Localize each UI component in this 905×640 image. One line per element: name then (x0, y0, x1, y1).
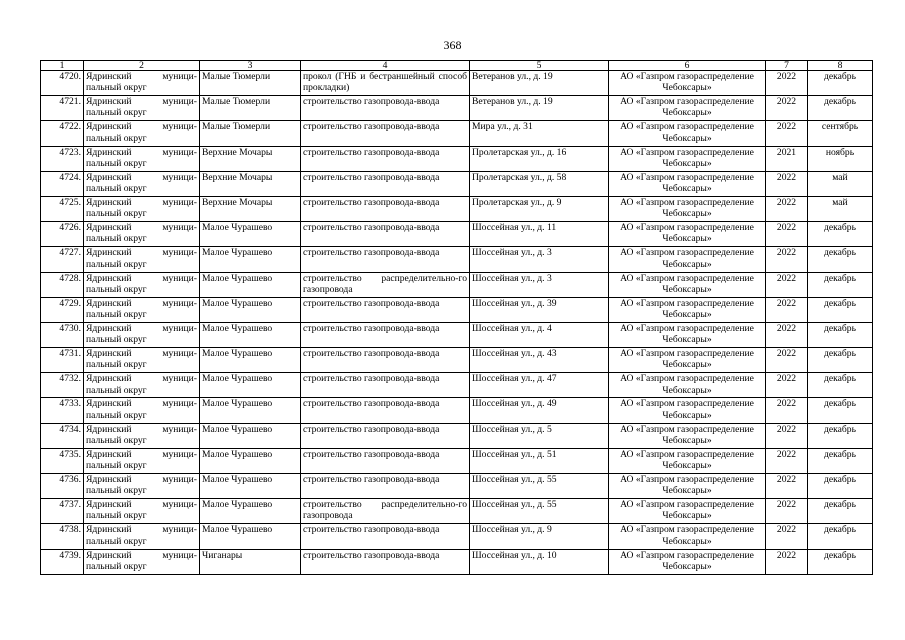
year-cell: 2022 (766, 121, 808, 146)
district-type-part: муници- (162, 96, 197, 108)
settlement-cell: Малое Чурашево (200, 247, 301, 272)
table-row (41, 272, 873, 297)
district-type-rest: пальный округ (86, 510, 147, 522)
year-cell: 2022 (766, 423, 808, 448)
district-type-part: муници- (162, 348, 197, 360)
organization-cell: АО «Газпром газораспределение Чебоксары» (609, 146, 766, 171)
district-cell (84, 348, 200, 373)
district-type-rest: пальный округ (86, 460, 147, 472)
settlement-cell: Малое Чурашево (200, 297, 301, 322)
row-number: 4739. (41, 549, 84, 574)
year-cell: 2022 (766, 524, 808, 549)
page-number: 368 (443, 38, 462, 52)
row-number: 4734. (41, 423, 84, 448)
district-cell (84, 524, 200, 549)
month-cell: декабрь (808, 423, 873, 448)
row-number: 4735. (41, 448, 84, 473)
district-type-rest: пальный округ (86, 233, 147, 245)
work-type-cell: строительство газопровода-ввода (301, 423, 470, 448)
district-type-part: муници- (162, 448, 197, 460)
district-name: Ядринский (86, 448, 132, 460)
district-cell (84, 398, 200, 423)
district-type-part: муници- (162, 297, 197, 309)
district-type-rest: пальный округ (86, 334, 147, 346)
district-name: Ядринский (86, 297, 132, 309)
work-type-cell: прокол (ГНБ и бестраншейный способ прокладки) (301, 71, 470, 96)
row-number: 4729. (41, 297, 84, 322)
year-cell: 2021 (766, 146, 808, 171)
column-header: 4 (301, 61, 470, 71)
district-cell (84, 96, 200, 121)
month-cell: декабрь (808, 549, 873, 574)
district-name: Ядринский (86, 71, 132, 82)
organization-cell: АО «Газпром газораспределение Чебоксары» (609, 549, 766, 574)
address-cell: Шоссейная ул., д. 47 (470, 373, 609, 398)
district-type-rest: пальный округ (86, 157, 147, 169)
address-cell: Шоссейная ул., д. 11 (470, 222, 609, 247)
row-number: 4727. (41, 247, 84, 272)
year-cell: 2022 (766, 448, 808, 473)
district-type-part: муници- (162, 423, 197, 435)
district-cell (84, 171, 200, 196)
row-number: 4725. (41, 196, 84, 221)
district-type-rest: пальный округ (86, 535, 147, 547)
year-cell: 2022 (766, 549, 808, 574)
month-cell: декабрь (808, 297, 873, 322)
district-type-rest: пальный округ (86, 359, 147, 371)
year-cell: 2022 (766, 196, 808, 221)
organization-cell: АО «Газпром газораспределение Чебоксары» (609, 96, 766, 121)
table-row (41, 423, 873, 448)
month-cell: декабрь (808, 448, 873, 473)
address-cell: Шоссейная ул., д. 5 (470, 423, 609, 448)
work-type-cell: строительство газопровода-ввода (301, 196, 470, 221)
settlement-cell: Малое Чурашево (200, 524, 301, 549)
row-number: 4724. (41, 171, 84, 196)
organization-cell: АО «Газпром газораспределение Чебоксары» (609, 448, 766, 473)
work-type-cell: строительство газопровода-ввода (301, 398, 470, 423)
district-name: Ядринский (86, 247, 132, 259)
column-number-row (41, 61, 873, 71)
district-type-rest: пальный округ (86, 82, 147, 94)
district-name: Ядринский (86, 398, 132, 410)
address-cell: Пролетарская ул., д. 58 (470, 171, 609, 196)
district-name: Ядринский (86, 549, 132, 561)
address-cell: Пролетарская ул., д. 16 (470, 146, 609, 171)
organization-cell: АО «Газпром газораспределение Чебоксары» (609, 474, 766, 499)
district-name: Ядринский (86, 196, 132, 208)
address-cell: Шоссейная ул., д. 49 (470, 398, 609, 423)
row-number: 4737. (41, 499, 84, 524)
district-name: Ядринский (86, 322, 132, 334)
district-cell (84, 247, 200, 272)
month-cell: май (808, 171, 873, 196)
district-name: Ядринский (86, 96, 132, 108)
address-cell: Ветеранов ул., д. 19 (470, 96, 609, 121)
address-cell: Шоссейная ул., д. 43 (470, 348, 609, 373)
column-header: 5 (470, 61, 609, 71)
district-type-rest: пальный округ (86, 434, 147, 446)
table-row (41, 297, 873, 322)
district-type-part: муници- (162, 247, 197, 259)
organization-cell: АО «Газпром газораспределение Чебоксары» (609, 398, 766, 423)
district-type-part: муници- (162, 373, 197, 385)
column-header: 7 (766, 61, 808, 71)
district-type-part: муници- (162, 524, 197, 536)
work-type-cell: строительство распределительно-го газопровода (301, 272, 470, 297)
month-cell: май (808, 196, 873, 221)
month-cell: декабрь (808, 272, 873, 297)
organization-cell: АО «Газпром газораспределение Чебоксары» (609, 247, 766, 272)
table-row (41, 96, 873, 121)
month-cell: декабрь (808, 499, 873, 524)
address-cell: Шоссейная ул., д. 10 (470, 549, 609, 574)
month-cell: декабрь (808, 348, 873, 373)
settlement-cell: Малое Чурашево (200, 348, 301, 373)
table-row (41, 398, 873, 423)
table-row (41, 549, 873, 574)
settlement-cell: Малое Чурашево (200, 322, 301, 347)
table-row (41, 222, 873, 247)
district-name: Ядринский (86, 373, 132, 385)
organization-cell: АО «Газпром газораспределение Чебоксары» (609, 297, 766, 322)
month-cell: декабрь (808, 474, 873, 499)
year-cell: 2022 (766, 373, 808, 398)
organization-cell: АО «Газпром газораспределение Чебоксары» (609, 222, 766, 247)
district-type-rest: пальный округ (86, 107, 147, 119)
row-number: 4733. (41, 398, 84, 423)
work-type-cell: строительство газопровода-ввода (301, 524, 470, 549)
district-type-rest: пальный округ (86, 308, 147, 320)
month-cell: декабрь (808, 71, 873, 96)
table-row (41, 524, 873, 549)
district-type-part: муници- (162, 71, 197, 82)
settlement-cell: Верхние Мочары (200, 196, 301, 221)
district-cell (84, 222, 200, 247)
month-cell: декабрь (808, 247, 873, 272)
district-type-rest: пальный округ (86, 132, 147, 144)
row-number: 4721. (41, 96, 84, 121)
address-cell: Мира ул., д. 31 (470, 121, 609, 146)
district-type-part: муници- (162, 272, 197, 284)
district-type-part: муници- (162, 222, 197, 234)
district-type-part: муници- (162, 171, 197, 183)
work-type-cell: строительство газопровода-ввода (301, 247, 470, 272)
table-row (41, 247, 873, 272)
table-row (41, 196, 873, 221)
organization-cell: АО «Газпром газораспределение Чебоксары» (609, 524, 766, 549)
column-header: 1 (41, 61, 84, 71)
work-type-cell: строительство газопровода-ввода (301, 96, 470, 121)
month-cell: декабрь (808, 322, 873, 347)
district-type-part: муници- (162, 121, 197, 133)
organization-cell: АО «Газпром газораспределение Чебоксары» (609, 121, 766, 146)
address-cell: Шоссейная ул., д. 51 (470, 448, 609, 473)
month-cell: декабрь (808, 96, 873, 121)
month-cell: декабрь (808, 524, 873, 549)
address-cell: Шоссейная ул., д. 3 (470, 247, 609, 272)
district-type-part: муници- (162, 474, 197, 485)
district-type-rest: пальный округ (86, 384, 147, 396)
work-type-cell: строительство газопровода-ввода (301, 348, 470, 373)
row-number: 4728. (41, 272, 84, 297)
district-cell (84, 196, 200, 221)
organization-cell: АО «Газпром газораспределение Чебоксары» (609, 423, 766, 448)
organization-cell: АО «Газпром газораспределение Чебоксары» (609, 272, 766, 297)
settlement-cell: Малое Чурашево (200, 423, 301, 448)
settlement-cell: Верхние Мочары (200, 171, 301, 196)
year-cell: 2022 (766, 247, 808, 272)
district-type-rest: пальный округ (86, 485, 147, 497)
district-cell (84, 549, 200, 574)
work-type-cell: строительство газопровода-ввода (301, 171, 470, 196)
year-cell: 2022 (766, 171, 808, 196)
year-cell: 2022 (766, 322, 808, 347)
work-type-cell: строительство газопровода-ввода (301, 373, 470, 398)
row-number: 4730. (41, 322, 84, 347)
district-cell (84, 474, 200, 499)
address-cell: Шоссейная ул., д. 55 (470, 474, 609, 499)
district-name: Ядринский (86, 348, 132, 360)
table-row (41, 121, 873, 146)
year-cell: 2022 (766, 96, 808, 121)
district-name: Ядринский (86, 499, 132, 511)
district-cell (84, 499, 200, 524)
district-type-part: муници- (162, 196, 197, 208)
district-type-rest: пальный округ (86, 409, 147, 421)
month-cell: декабрь (808, 398, 873, 423)
table-row (41, 373, 873, 398)
district-type-part: муници- (162, 146, 197, 158)
column-header: 2 (84, 61, 200, 71)
year-cell: 2022 (766, 474, 808, 499)
district-cell (84, 322, 200, 347)
district-name: Ядринский (86, 524, 132, 536)
settlement-cell: Малые Тюмерли (200, 121, 301, 146)
year-cell: 2022 (766, 348, 808, 373)
month-cell: ноябрь (808, 146, 873, 171)
address-cell: Шоссейная ул., д. 55 (470, 499, 609, 524)
table-row (41, 71, 873, 96)
district-type-rest: пальный округ (86, 283, 147, 295)
month-cell: декабрь (808, 373, 873, 398)
district-cell (84, 297, 200, 322)
table-row (41, 171, 873, 196)
district-name: Ядринский (86, 423, 132, 435)
organization-cell: АО «Газпром газораспределение Чебоксары» (609, 373, 766, 398)
column-header: 3 (200, 61, 301, 71)
settlement-cell: Малое Чурашево (200, 272, 301, 297)
settlement-cell: Малое Чурашево (200, 474, 301, 499)
district-type-rest: пальный округ (86, 560, 147, 572)
address-cell: Шоссейная ул., д. 4 (470, 322, 609, 347)
table-row (41, 499, 873, 524)
district-type-part: муници- (162, 322, 197, 334)
column-header: 6 (609, 61, 766, 71)
district-name: Ядринский (86, 121, 132, 133)
district-cell (84, 448, 200, 473)
address-cell: Шоссейная ул., д. 3 (470, 272, 609, 297)
address-cell: Шоссейная ул., д. 9 (470, 524, 609, 549)
district-type-part: муници- (162, 398, 197, 410)
work-type-cell: строительство газопровода-ввода (301, 146, 470, 171)
organization-cell: АО «Газпром газораспределение Чебоксары» (609, 322, 766, 347)
month-cell: сентябрь (808, 121, 873, 146)
settlement-cell: Малые Тюмерли (200, 96, 301, 121)
row-number: 4732. (41, 373, 84, 398)
settlement-cell: Малое Чурашево (200, 398, 301, 423)
district-type-rest: пальный округ (86, 183, 147, 195)
district-name: Ядринский (86, 146, 132, 158)
settlement-cell: Малое Чурашево (200, 222, 301, 247)
year-cell: 2022 (766, 222, 808, 247)
year-cell: 2022 (766, 71, 808, 96)
work-type-cell: строительство газопровода-ввода (301, 448, 470, 473)
district-type-part: муници- (162, 549, 197, 561)
row-number: 4722. (41, 121, 84, 146)
table-row (41, 322, 873, 347)
settlement-cell: Малое Чурашево (200, 448, 301, 473)
settlement-cell: Малые Тюмерли (200, 71, 301, 96)
organization-cell: АО «Газпром газораспределение Чебоксары» (609, 71, 766, 96)
work-type-cell: строительство газопровода-ввода (301, 222, 470, 247)
work-type-cell: строительство газопровода-ввода (301, 549, 470, 574)
district-type-rest: пальный округ (86, 208, 147, 220)
district-cell (84, 71, 200, 96)
table-row (41, 348, 873, 373)
district-cell (84, 146, 200, 171)
year-cell: 2022 (766, 272, 808, 297)
organization-cell: АО «Газпром газораспределение Чебоксары» (609, 196, 766, 221)
table-row (41, 474, 873, 499)
row-number: 4738. (41, 524, 84, 549)
work-type-cell: строительство газопровода-ввода (301, 121, 470, 146)
work-type-cell: строительство газопровода-ввода (301, 322, 470, 347)
district-type-part: муници- (162, 499, 197, 511)
district-cell (84, 272, 200, 297)
address-cell: Пролетарская ул., д. 9 (470, 196, 609, 221)
work-type-cell: строительство газопровода-ввода (301, 474, 470, 499)
row-number: 4723. (41, 146, 84, 171)
district-cell (84, 373, 200, 398)
organization-cell: АО «Газпром газораспределение Чебоксары» (609, 171, 766, 196)
row-number: 4726. (41, 222, 84, 247)
work-type-cell: строительство газопровода-ввода (301, 297, 470, 322)
district-cell (84, 121, 200, 146)
month-cell: декабрь (808, 222, 873, 247)
district-name: Ядринский (86, 474, 132, 485)
settlement-cell: Малое Чурашево (200, 373, 301, 398)
district-name: Ядринский (86, 222, 132, 234)
address-cell: Шоссейная ул., д. 39 (470, 297, 609, 322)
row-number: 4736. (41, 474, 84, 499)
settlement-cell: Верхние Мочары (200, 146, 301, 171)
organization-cell: АО «Газпром газораспределение Чебоксары» (609, 348, 766, 373)
year-cell: 2022 (766, 398, 808, 423)
district-cell (84, 423, 200, 448)
row-number: 4720. (41, 71, 84, 96)
organization-cell: АО «Газпром газораспределение Чебоксары» (609, 499, 766, 524)
row-number: 4731. (41, 348, 84, 373)
year-cell: 2022 (766, 499, 808, 524)
address-cell: Ветеранов ул., д. 19 (470, 71, 609, 96)
district-name: Ядринский (86, 272, 132, 284)
year-cell: 2022 (766, 297, 808, 322)
district-type-rest: пальный округ (86, 258, 147, 270)
table-row (41, 146, 873, 171)
table-row (41, 448, 873, 473)
settlement-cell: Малое Чурашево (200, 499, 301, 524)
work-type-cell: строительство распределительно-го газопровода (301, 499, 470, 524)
district-name: Ядринский (86, 171, 132, 183)
column-header: 8 (808, 61, 873, 71)
settlement-cell: Чиганары (200, 549, 301, 574)
gas-connection-table (40, 60, 873, 575)
